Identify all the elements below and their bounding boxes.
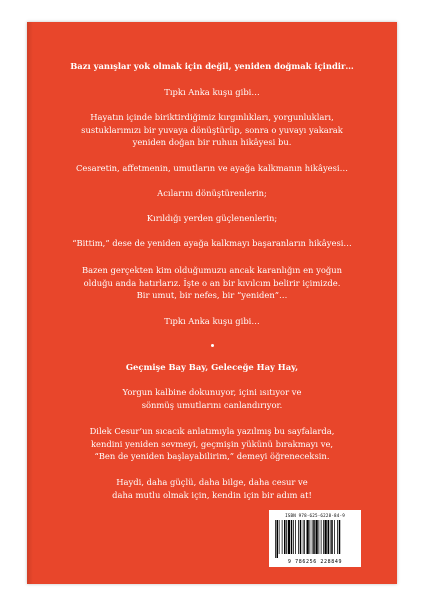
body-line: “Bittim,” dese de yeniden ayağa kalkmayı başaranların hikâyesi… [72, 238, 352, 248]
body-line: Bazen gerçekten kim olduğumuzu ancak karanlığın en yoğun [81, 265, 343, 275]
barcode-bar [298, 520, 299, 554]
barcode-bar [312, 520, 313, 554]
barcode-bar [286, 520, 287, 554]
barcode-digits: 9 786256 228849 [287, 559, 343, 565]
body-line: Haydi, daha güçlü, daha bilge, daha cesur ve [116, 477, 308, 487]
barcode-bar [334, 520, 335, 554]
barcode-bar [279, 520, 280, 554]
barcode-bar [293, 520, 294, 554]
back-cover [27, 22, 397, 584]
body-line: sustuklarımızı bir yuvaya dönüştürüp, sonra o yuvayı yakarak [81, 124, 343, 135]
barcode-label [269, 510, 361, 567]
refrain-line: Tıpkı Anka kuşu gibi… [164, 316, 260, 326]
body-line: sönmüş umutlarını canlandırıyor. [141, 399, 283, 410]
barcode-bar [323, 520, 324, 554]
barcode-bar [328, 520, 330, 554]
barcode-bar [304, 520, 305, 554]
body-line: olduğu anda hatırlarız. İşte o an bir kıvılcım belirir içimizde. [83, 277, 341, 288]
barcode-bar [337, 520, 338, 554]
barcode-bar [275, 520, 276, 558]
barcode-bar [284, 520, 286, 554]
barcode-bar [319, 520, 320, 554]
barcode-bar [330, 520, 331, 554]
body-line: Yorgun kalbine dokunuyor, içini ısıtıyor ve [122, 387, 302, 397]
body-line: Hayatın içinde biriktirdiğimiz kırgınlıkları, yorgunlukları, [90, 112, 334, 122]
barcode-bar [300, 520, 302, 554]
barcode-bar [325, 520, 327, 554]
body-line: Cesaretin, affetmenin, umutların ve ayağa kalkmanın hikâyesi… [76, 163, 348, 173]
body-line: Bir umut, bir nefes, bir “yeniden”… [136, 290, 288, 301]
barcode-bar [291, 520, 293, 554]
body-line: Acılarını dönüştürenlerin; [157, 188, 267, 198]
body-line: daha mutlu olmak için, kendin için bir adım at! [112, 489, 312, 500]
barcode-bar [288, 520, 290, 554]
body-line: Kırıldığı yerden güçlenenlerin; [146, 213, 278, 223]
barcode-bar [331, 520, 333, 554]
barcode-bar [282, 520, 283, 554]
barcode-bar [307, 520, 309, 554]
barcode-bar [303, 520, 304, 554]
book-title: Geçmişe Bay Bay, Geleceğe Hay Hay, [125, 362, 299, 372]
barcode-bar [295, 520, 296, 554]
body-line: kendini yeniden sevmeyi, geçmişin yükünü bırakmayı ve, [90, 438, 334, 449]
barcode-bar [310, 520, 311, 554]
barcode-bar [277, 520, 279, 558]
barcode-bar [316, 520, 318, 554]
barcode-bar [321, 520, 322, 554]
barcode-bar [313, 520, 315, 554]
barcode-icon [275, 520, 357, 558]
tagline: Bazı yanışlar yok olmak için değil, yeniden doğmak içindir… [70, 61, 354, 71]
body-line: Dilek Cesur’un sıcacık anlatımıyla yazılmış bu sayfalarda, [89, 426, 335, 436]
divider-dot [211, 344, 214, 347]
refrain-line: Tıpkı Anka kuşu gibi… [164, 87, 260, 97]
body-line: yeniden doğan bir ruhun hikâyesi bu. [132, 137, 292, 148]
body-line: “Ben de yeniden başlayabilirim,” demeyi öğreneceksin. [94, 451, 330, 462]
barcode-bar [339, 520, 341, 554]
isbn-text: ISBN 978-625-6228-84-9 [285, 513, 345, 518]
